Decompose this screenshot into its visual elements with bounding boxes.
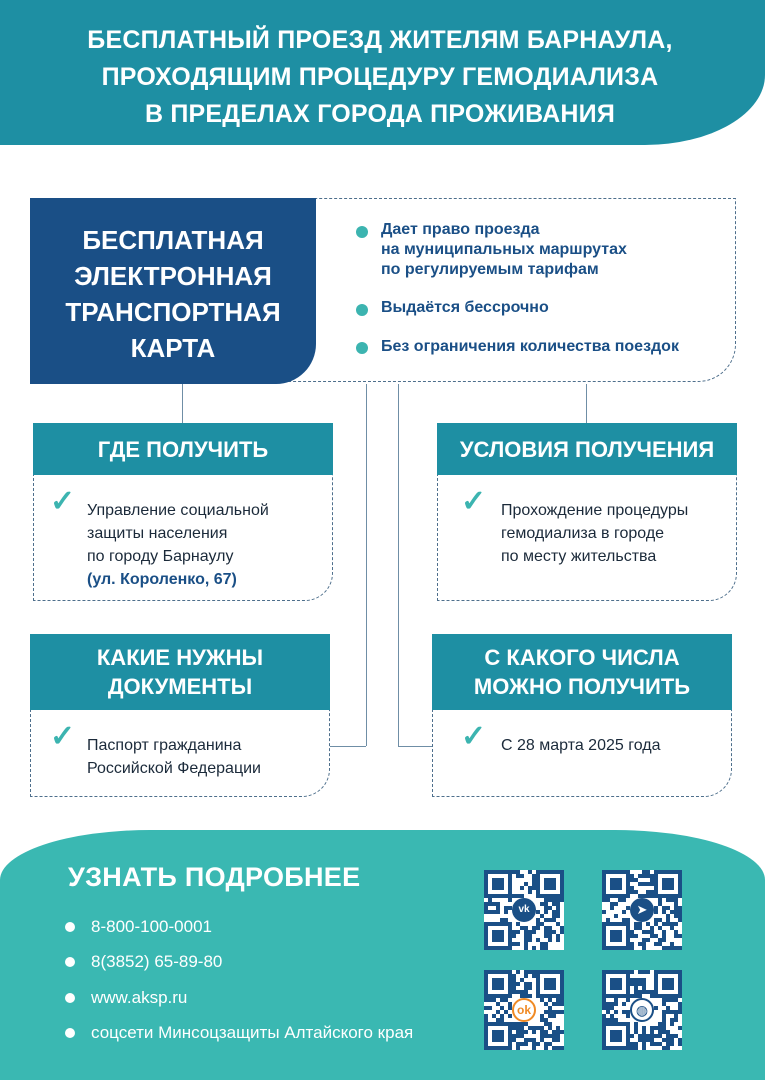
social-link[interactable]: соцсети Минсоцзащиты Алтайского края bbox=[91, 1023, 414, 1042]
conditions-text bbox=[501, 499, 688, 568]
feature-item bbox=[381, 337, 679, 357]
feature-line: Дает право проезда bbox=[381, 221, 540, 238]
card-title bbox=[30, 222, 316, 366]
checkmark-icon: ✓ bbox=[461, 485, 487, 518]
bullet-dot-icon bbox=[356, 226, 368, 238]
text-line: Российской Федерации bbox=[87, 760, 261, 777]
card-title-line: ЭЛЕКТРОННАЯ bbox=[74, 261, 272, 291]
documents-heading bbox=[30, 634, 330, 710]
feature-line: Выдаётся бессрочно bbox=[381, 299, 549, 316]
text-line: по городу Барнаулу bbox=[87, 548, 234, 565]
phone-link[interactable]: 8(3852) 65-89-80 bbox=[91, 952, 223, 971]
connector-line bbox=[586, 384, 587, 424]
feature-line: по регулируемым тарифам bbox=[381, 261, 599, 278]
connector-line bbox=[398, 384, 399, 746]
vk-icon: vk bbox=[512, 898, 536, 922]
bullet-dot-icon bbox=[65, 957, 75, 967]
bullet-dot-icon bbox=[65, 993, 75, 1003]
heading-line: ДОКУМЕНТЫ bbox=[107, 674, 253, 699]
telegram-icon: ➤ bbox=[630, 898, 654, 922]
text-line: по месту жительства bbox=[501, 548, 657, 565]
date-text bbox=[501, 734, 660, 757]
text-line: С 28 марта 2025 года bbox=[501, 737, 661, 754]
connector-line bbox=[330, 746, 366, 747]
connector-line bbox=[366, 384, 367, 746]
feature-line: на муниципальных маршрутах bbox=[381, 241, 627, 258]
footer-title: УЗНАТЬ ПОДРОБНЕЕ bbox=[68, 862, 361, 892]
feature-line: Без ограничения количества поездок bbox=[381, 338, 679, 355]
qr-code-odnoklassniki[interactable] bbox=[484, 970, 564, 1050]
connector-line bbox=[182, 384, 183, 424]
globe-icon: ◍ bbox=[630, 998, 654, 1022]
documents-text bbox=[87, 734, 261, 780]
bullet-dot-icon bbox=[65, 1028, 75, 1038]
where-heading: ГДЕ ПОЛУЧИТЬ bbox=[33, 423, 333, 475]
odnoklassniki-icon: ok bbox=[512, 998, 536, 1022]
date-heading bbox=[432, 634, 732, 710]
feature-item bbox=[381, 298, 549, 318]
title-line: В ПРЕДЕЛАХ ГОРОДА ПРОЖИВАНИЯ bbox=[144, 100, 616, 128]
heading-line: С КАКОГО ЧИСЛА bbox=[484, 645, 680, 670]
phone-link[interactable]: 8-800-100-0001 bbox=[91, 917, 212, 936]
feature-item bbox=[381, 220, 627, 280]
qr-code-vk[interactable] bbox=[484, 870, 564, 950]
address-text: (ул. Короленко, 67) bbox=[87, 571, 237, 588]
where-text bbox=[87, 499, 269, 591]
connector-line bbox=[398, 746, 434, 747]
heading-line: КАКИЕ НУЖНЫ bbox=[96, 645, 264, 670]
text-line: Управление социальной bbox=[87, 502, 269, 519]
checkmark-icon: ✓ bbox=[50, 485, 76, 518]
card-title-line: ТРАНСПОРТНАЯ bbox=[65, 297, 281, 327]
qr-code-website[interactable] bbox=[602, 970, 682, 1050]
text-line: гемодиализа в городе bbox=[501, 525, 665, 542]
bullet-dot-icon bbox=[356, 304, 368, 316]
text-line: Паспорт гражданина bbox=[87, 737, 242, 754]
bullet-dot-icon bbox=[65, 922, 75, 932]
checkmark-icon: ✓ bbox=[461, 720, 487, 753]
qr-code-telegram[interactable] bbox=[602, 870, 682, 950]
card-title-line: БЕСПЛАТНАЯ bbox=[82, 225, 264, 255]
bullet-dot-icon bbox=[356, 342, 368, 354]
website-link[interactable]: www.aksp.ru bbox=[91, 988, 188, 1007]
conditions-heading: УСЛОВИЯ ПОЛУЧЕНИЯ bbox=[437, 423, 737, 475]
heading-line: МОЖНО ПОЛУЧИТЬ bbox=[473, 674, 691, 699]
card-title-line: КАРТА bbox=[130, 333, 216, 363]
page-title bbox=[40, 22, 720, 133]
title-line: ПРОХОДЯЩИМ ПРОЦЕДУРУ ГЕМОДИАЛИЗА bbox=[101, 63, 659, 91]
text-line: защиты населения bbox=[87, 525, 228, 542]
title-line: БЕСПЛАТНЫЙ ПРОЕЗД ЖИТЕЛЯМ БАРНАУЛА, bbox=[87, 26, 673, 54]
checkmark-icon: ✓ bbox=[50, 720, 76, 753]
text-line: Прохождение процедуры bbox=[501, 502, 689, 519]
